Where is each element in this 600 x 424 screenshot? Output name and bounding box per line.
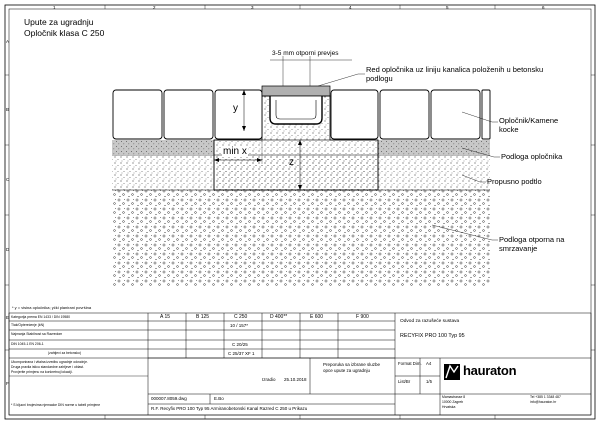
col-label-1: 1 [53,4,56,10]
note-value: opce upute za ugradnju [323,368,371,373]
format-value: A4 [426,361,432,366]
dimension-y: y [233,103,238,114]
side-note-3: Provjerite primjenu na konkretnoj lokaciji. [11,370,73,374]
channel-body [270,96,322,124]
class-e600: E 600 [310,314,324,320]
annotation-gap: 3-5 mm otporni prevjes [272,50,339,57]
product-header: Odvod za razušeće sustava [400,319,460,324]
class-b125: B 125 [196,314,210,320]
page-value: 1/5 [426,379,432,384]
row-label-load: Tlak/Opterećenje (kN) [11,323,45,327]
company-address-2: 10000 Zagreb [442,400,464,404]
c250-load: 10 / 157* [230,323,249,328]
annotation-subbase: Podloga otporna na smrzavanje [499,235,565,253]
company-logo-text: hauraton [463,363,517,378]
dimension-z: z [289,157,294,168]
row-label-c: C [6,177,10,182]
note-label: Preporuka sa izbrane sluzbe [323,362,381,367]
drawn-label: Izradio [262,377,276,382]
side-note-1: Ukomponirana i vitalna izvedbu ugradnje odvodnje. [11,360,88,364]
drawing-number: 000007.8059.dwg [151,396,187,401]
annotation-channel: Red opločnika uz liniju kanalica položenih u betonsku podlogu [366,65,544,83]
class-d400: D 400** [270,314,288,320]
page-label: List/Br [398,379,411,384]
pavers-right [331,90,490,139]
format-label: Format Dim. [398,361,422,366]
row-label-b: B [6,107,10,112]
company-email: info@hauraton.hr [530,400,557,404]
company-address-1: Mamastrasse 8 [442,395,466,399]
row-label-din: DIN 1045-1 EN 206-1 [11,342,44,346]
company-phone: Tel +385 1 3348 487 [530,395,561,399]
dimension-min-x: min x [223,146,247,157]
row-label-f: F [6,381,9,386]
class-a15: A 15 [160,314,171,320]
row-label-concrete: (zahtjevi za betonsko) [48,351,81,355]
footnote: * y = visina opločnika; yčki planirani površina [12,305,92,310]
col-label-5: 5 [446,4,449,10]
channel-grate [262,86,330,96]
c250-concrete-2: C 25/37 XF 1 [228,351,255,356]
drawn-by: E.Bo [214,396,224,401]
company-address-3: Hrvatska [442,405,456,409]
drawing-subtitle: Opločnik klasa C 250 [24,28,105,38]
annotation-paver-base: Podloga opločnika [501,152,563,161]
annotation-permeable: Propusno podtlo [487,177,542,186]
row-label-e: E [6,315,10,320]
c250-concrete-1: C 20/25 [232,342,248,347]
drawn-date: 25.10.2018 [284,377,307,382]
row-label-category: Kategorija prema EN 1433 / DIN 19580 [11,315,70,319]
pavers-left [113,90,262,139]
class-f900: F 900 [356,314,369,320]
annotation-paver: Opločnik/Kamene kocke [499,116,559,134]
class-c250: C 250 [234,314,248,320]
paver-base-left [112,140,214,155]
subbase-layer [112,190,490,286]
row-label-d: D [6,247,10,252]
drawing-title: Upute za ugradnju [24,17,94,27]
col-label-2: 2 [153,4,156,10]
drawing-description: R.F. Recyfix PRO 100 Typ 95 Armiranobetonski Kanal Razred C 250 u Prikazu [151,406,308,411]
product-name: RECYFIX PRO 100 Typ 95 [400,333,465,339]
col-label-6: 6 [542,4,545,10]
side-note-2: Druga pravila isticu standardne zahtjeve i oblast. [11,365,84,369]
bottom-note: * S kljucni brojevima njemacke DIN norme u tabeli primjene [11,403,101,407]
paver-base-right [378,140,490,155]
row-label-stability: Najmanja Stabilnost sa Razredom [11,332,63,336]
col-label-3: 3 [251,4,254,10]
row-label-a: A [6,39,10,44]
col-label-4: 4 [349,4,352,10]
